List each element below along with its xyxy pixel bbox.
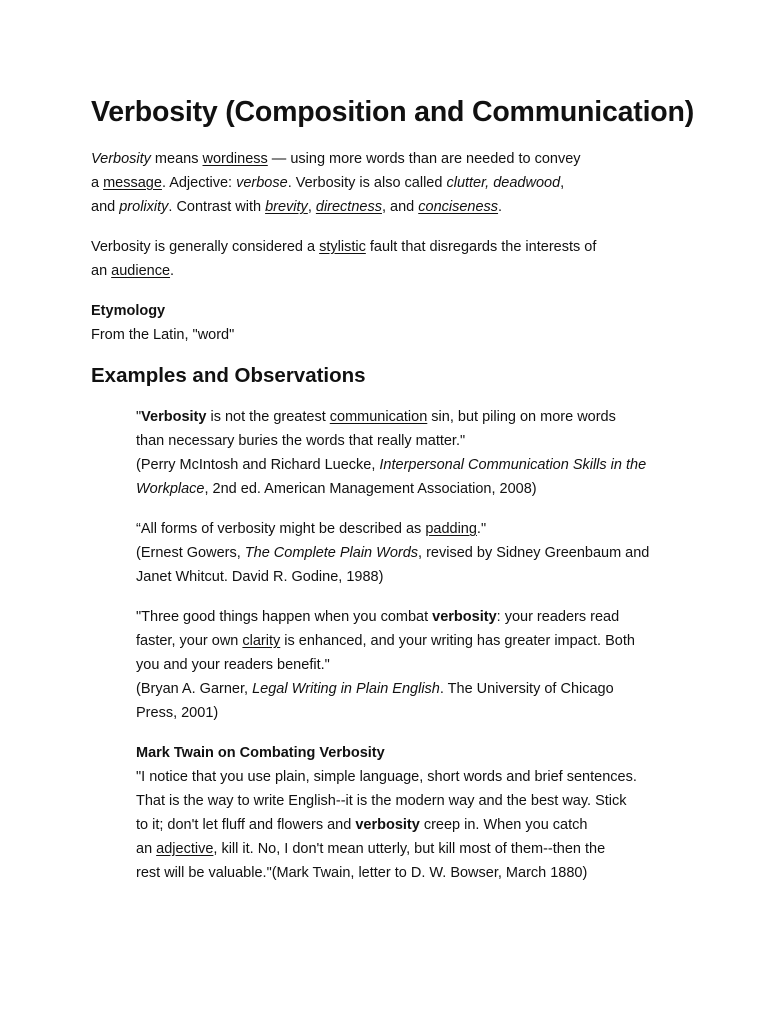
link-audience[interactable]: audience	[111, 263, 171, 279]
link-message[interactable]: message	[103, 175, 162, 191]
link-brevity[interactable]: brevity	[265, 199, 308, 215]
quotes-block	[91, 405, 708, 885]
link-directness[interactable]: directness	[315, 199, 382, 215]
link-conciseness[interactable]: conciseness	[418, 199, 499, 215]
intro-paragraph: Verbosity means wordiness — using more words than are needed to convey a message. Adjective: verbose. Verbosity is also called clutter, deadwood, and prolixity. Contrast with brevity, directness, and conciseness.	[91, 151, 581, 215]
quote-gowers: “All forms of verbosity might be described as padding." (Ernest Gowers, The Complete Plain Words, revised by Sidney Greenbaum and Janet Whitcut. David R. Godine, 1988)	[136, 521, 650, 585]
link-adjective[interactable]: adjective	[156, 841, 214, 857]
quote-garner: "Three good things happen when you combat verbosity: your readers read faster, your own clarity is enhanced, and your writing has greater impact. Both you and your readers benefit." (Bryan A. Garner, Legal Writing in Plain English. The University of Chicago Press, 2001)	[136, 609, 635, 721]
link-padding[interactable]: padding	[425, 521, 477, 537]
quote-mcintosh: "Verbosity is not the greatest communication sin, but piling on more words than necessary buries the words that really matter." (Perry McIntosh and Richard Luecke, Interpersonal Communication Skills in the Workplace, 2nd ed. American Management Association, 2008)	[136, 409, 647, 497]
link-clarity[interactable]: clarity	[242, 633, 281, 649]
link-stylistic[interactable]: stylistic	[319, 239, 366, 255]
examples-heading: Examples and Observations	[91, 364, 366, 387]
etymology-text: From the Latin, "word"	[91, 327, 235, 343]
twain-heading: Mark Twain on Combating Verbosity	[136, 745, 385, 761]
link-communication[interactable]: communication	[329, 409, 428, 425]
term-verbose: verbose	[236, 175, 288, 191]
link-wordiness[interactable]: wordiness	[202, 151, 268, 167]
stylistic-paragraph: Verbosity is generally considered a stylistic fault that disregards the interests of an audience.	[91, 239, 597, 279]
quote-twain: Mark Twain on Combating Verbosity "I notice that you use plain, simple language, short words and brief sentences. That is the way to write English--it is the modern way and the best way. Stick to it; don't let fluff and flowers and verbosity creep in. When you catch an adjective, kill it. No, I don't mean utterly, but kill most of them--then the rest will be valuable."(Mark Twain, letter to D. W. Bowser, March 1880)	[136, 745, 637, 881]
term-prolixity: prolixity	[119, 199, 169, 215]
term-verbosity: Verbosity	[91, 151, 151, 167]
etymology-section	[91, 299, 708, 347]
term-clutter: clutter, deadwood	[446, 175, 561, 191]
page-title: Verbosity (Composition and Communication)	[91, 96, 694, 128]
etymology-heading: Etymology	[91, 303, 166, 319]
